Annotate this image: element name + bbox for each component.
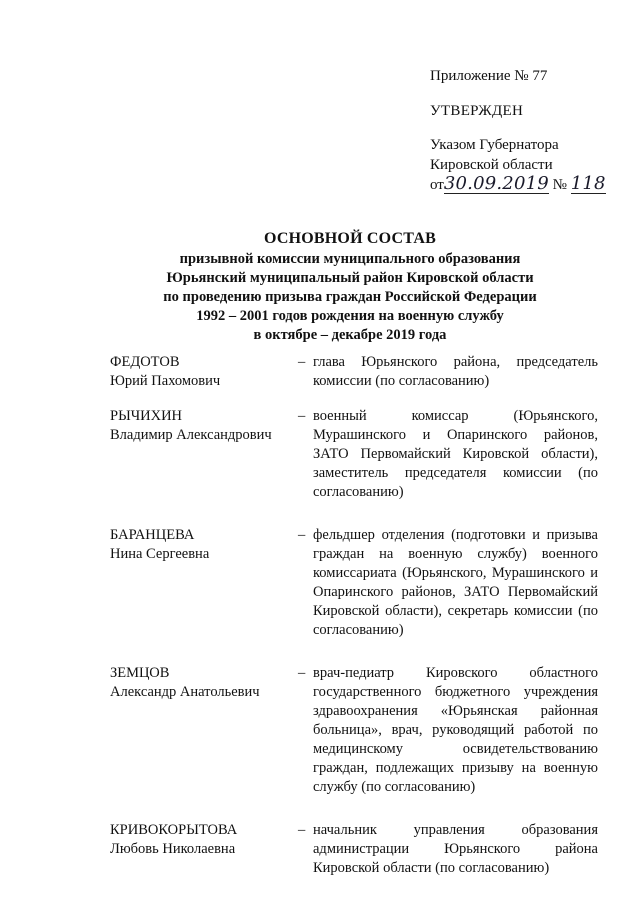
decree-date-line xyxy=(430,175,606,195)
from-prefix: от xyxy=(430,177,444,193)
member-entry xyxy=(110,821,598,878)
handwritten-number: 118 xyxy=(570,173,606,194)
dash-separator: – xyxy=(298,665,306,681)
member-given-name: Юрий Пахомович xyxy=(110,373,221,389)
member-given-name: Владимир Александрович xyxy=(110,427,272,443)
member-given-name: Александр Анатольевич xyxy=(110,684,260,700)
dash-separator: – xyxy=(298,527,306,543)
decree-line-2: Кировской области xyxy=(430,157,553,173)
member-name xyxy=(110,821,295,859)
number-prefix: № xyxy=(552,177,567,193)
dash-separator: – xyxy=(298,354,306,370)
heading-line: 1992 – 2001 годов рождения на военную службу xyxy=(196,308,504,324)
member-surname: БАРАНЦЕВА xyxy=(110,527,195,543)
approved-label: УТВЕРЖДЕН xyxy=(430,103,524,119)
member-name xyxy=(110,353,295,391)
member-role: фельдшер отделения (подготовки и призыва граждан на военную службу) военного комиссариата (Юрьянского, Мурашинского и Опаринского районов, ЗАТО Первомайский Кировской области), секретарь комиссии (по согласованию) xyxy=(313,527,598,638)
member-role: начальник управления образования администрации Юрьянского района Кировской области (по согласованию) xyxy=(313,822,598,876)
member-entry xyxy=(110,407,598,502)
members-list xyxy=(110,353,598,878)
handwritten-date: 30.09.2019 xyxy=(443,173,549,194)
member-entry xyxy=(110,353,598,391)
member-given-name: Нина Сергеевна xyxy=(110,546,210,562)
dash-separator: – xyxy=(298,822,306,838)
member-name xyxy=(110,526,295,564)
member-role: военный комиссар (Юрьянского, Мурашинского и Опаринского районов, ЗАТО Первомайский Кировской области), заместитель председателя комиссии (по согласованию) xyxy=(313,408,598,500)
member-entry xyxy=(110,526,598,640)
appendix-label: Приложение № 77 xyxy=(430,68,548,84)
member-entry xyxy=(110,664,598,797)
document-heading xyxy=(110,228,590,345)
heading-line: по проведению призыва граждан Российской Федерации xyxy=(163,289,537,305)
member-role: врач-педиатр Кировского областного государственного бюджетного учреждения здравоохранения «Юрьянская районная больница», врач, руководящий работой по медицинскому освидетельствованию граждан, подлежащих призыву на военную службу (по согласованию) xyxy=(313,665,598,795)
heading-line: призывной комиссии муниципального образования xyxy=(179,251,521,267)
heading-line: Юрьянский муниципальный район Кировской области xyxy=(166,270,534,286)
decree-block xyxy=(430,135,606,195)
member-surname: ФЕДОТОВ xyxy=(110,354,180,370)
member-name xyxy=(110,407,295,445)
member-surname: ЗЕМЦОВ xyxy=(110,665,170,681)
member-given-name: Любовь Николаевна xyxy=(110,841,236,857)
member-surname: РЫЧИХИН xyxy=(110,408,183,424)
member-name xyxy=(110,664,295,702)
heading-title: ОСНОВНОЙ СОСТАВ xyxy=(264,230,436,247)
heading-line: в октябре – декабре 2019 года xyxy=(253,327,447,343)
dash-separator: – xyxy=(298,408,306,424)
member-role: глава Юрьянского района, председатель комиссии (по согласованию) xyxy=(313,354,598,389)
member-surname: КРИВОКОРЫТОВА xyxy=(110,822,238,838)
decree-line-1: Указом Губернатора xyxy=(430,137,559,153)
